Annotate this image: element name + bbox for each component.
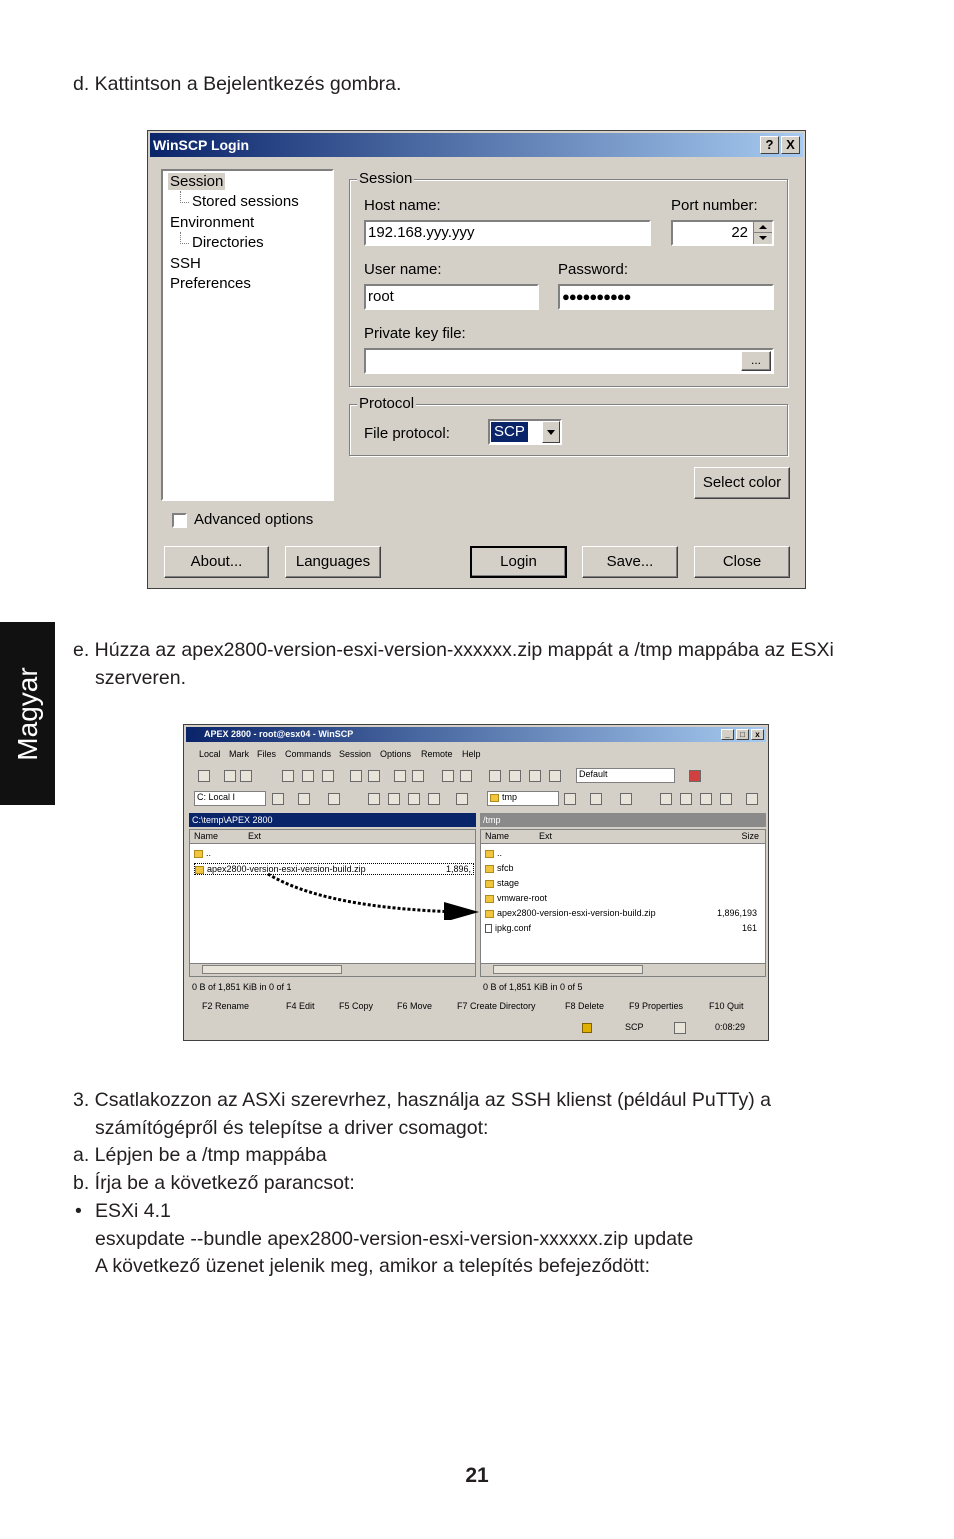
tree-item-stored-sessions[interactable]: Stored sessions bbox=[192, 193, 299, 210]
step-3-line2: számítógépről és telepítse a driver csomagot: bbox=[95, 1117, 489, 1139]
remote-parent-row[interactable]: .. bbox=[485, 848, 502, 858]
remote-folder-icon[interactable] bbox=[564, 793, 576, 805]
protocol-status: SCP bbox=[625, 1022, 644, 1032]
language-side-tab bbox=[0, 622, 55, 805]
select-icon[interactable] bbox=[442, 770, 454, 782]
tree-item-ssh[interactable]: SSH bbox=[170, 255, 201, 272]
menu-session[interactable]: Session bbox=[339, 749, 372, 759]
reload-icon[interactable] bbox=[549, 770, 561, 782]
local-hscrollbar[interactable] bbox=[190, 963, 475, 976]
port-label: Port number: bbox=[671, 197, 758, 214]
f8-delete-button[interactable]: F8 Delete bbox=[565, 1001, 605, 1011]
window-close-icon[interactable]: x bbox=[751, 729, 764, 740]
file-icon bbox=[485, 924, 492, 933]
terminal-icon[interactable] bbox=[350, 770, 362, 782]
forward-icon[interactable] bbox=[328, 793, 340, 805]
f10-quit-button[interactable]: F10 Quit bbox=[709, 1001, 744, 1011]
about-button[interactable]: About... bbox=[164, 546, 269, 578]
compare-icon[interactable] bbox=[302, 770, 314, 782]
file-protocol-value: SCP bbox=[491, 422, 528, 442]
parent-dir-icon[interactable] bbox=[368, 793, 380, 805]
languages-button[interactable]: Languages bbox=[285, 546, 381, 578]
close-icon[interactable]: X bbox=[781, 136, 800, 154]
main-title: APEX 2800 - root@esx04 - WinSCP bbox=[204, 729, 354, 739]
remote-column-header bbox=[481, 830, 765, 844]
remote-row-vmware-root[interactable]: vmware-root bbox=[485, 893, 547, 903]
select-color-button[interactable]: Select color bbox=[694, 467, 790, 499]
tree-item-preferences[interactable]: Preferences bbox=[170, 275, 251, 292]
remote-status: 0 B of 1,851 KiB in 0 of 5 bbox=[483, 982, 583, 992]
connection-icon bbox=[674, 1022, 686, 1034]
advanced-options-checkbox[interactable] bbox=[172, 513, 187, 528]
sync-icon[interactable] bbox=[282, 770, 294, 782]
settings-tree bbox=[161, 169, 334, 501]
zip-icon bbox=[195, 866, 204, 874]
winscp-main-window bbox=[183, 724, 769, 1041]
home-icon[interactable] bbox=[408, 793, 420, 805]
local-col-name[interactable]: Name bbox=[194, 831, 219, 841]
remote-dir-select[interactable] bbox=[487, 791, 559, 806]
completion-message: A következő üzenet jelenik meg, amikor a telepítés befejeződött: bbox=[95, 1255, 650, 1277]
file-protocol-label: File protocol: bbox=[364, 425, 450, 442]
local-parent-row[interactable]: .. bbox=[194, 848, 211, 858]
filter-icon[interactable] bbox=[489, 770, 501, 782]
stop-icon[interactable] bbox=[529, 770, 541, 782]
local-drive-value: C: Local I bbox=[197, 792, 236, 802]
remote-tree-icon[interactable] bbox=[746, 793, 758, 805]
remote-back-icon[interactable] bbox=[590, 793, 602, 805]
transfer-profile-value: Default bbox=[579, 769, 608, 779]
tree-item-directories[interactable]: Directories bbox=[192, 234, 264, 251]
remote-refresh-icon[interactable] bbox=[720, 793, 732, 805]
back-icon[interactable] bbox=[298, 793, 310, 805]
language-side-tab-label: Magyar bbox=[11, 666, 43, 761]
refresh-icon[interactable] bbox=[322, 770, 334, 782]
host-input[interactable] bbox=[364, 220, 651, 246]
user-value: root bbox=[368, 288, 394, 305]
refresh-local-icon[interactable] bbox=[428, 793, 440, 805]
sort-icon[interactable] bbox=[509, 770, 521, 782]
protocol-group-label: Protocol bbox=[359, 395, 415, 412]
password-input[interactable] bbox=[558, 284, 774, 310]
private-key-input[interactable] bbox=[364, 348, 774, 374]
local-col-ext[interactable]: Ext bbox=[248, 831, 262, 841]
port-spinner-icon[interactable] bbox=[753, 222, 772, 244]
tree-item-environment[interactable]: Environment bbox=[170, 214, 255, 231]
f2-rename-button[interactable]: F2 Rename bbox=[202, 1001, 250, 1011]
host-label: Host name: bbox=[364, 197, 441, 214]
maximize-icon[interactable]: □ bbox=[736, 729, 749, 740]
session-group bbox=[349, 170, 788, 387]
password-value: ●●●●●●●●●● bbox=[562, 289, 631, 304]
remote-row-zip[interactable]: apex2800-version-esxi-version-build.zip 1,896,193 bbox=[485, 908, 757, 918]
menu-options[interactable]: Options bbox=[380, 749, 412, 759]
session-group-label: Session bbox=[359, 170, 413, 187]
session-time: 0:08:29 bbox=[715, 1022, 746, 1032]
save-button[interactable]: Save... bbox=[582, 546, 678, 578]
page-number: 21 bbox=[465, 1464, 489, 1487]
step-e-line1: e. Húzza az apex2800-version-esxi-version-xxxxxx.zip mappát a /tmp mappába az ESXi bbox=[73, 639, 834, 661]
f6-move-button[interactable]: F6 Move bbox=[397, 1001, 433, 1011]
step-3-line1: 3. Csatlakozzon az ASXi szerevrhez, használja az SSH klienst (például PuTTy) a bbox=[73, 1089, 771, 1111]
esxi-version: ESXi 4.1 bbox=[95, 1200, 171, 1222]
remote-home-icon[interactable] bbox=[700, 793, 712, 805]
install-command: esxupdate --bundle apex2800-version-esxi-version-xxxxxx.zip update bbox=[95, 1228, 694, 1250]
host-value: 192.168.yyy.yyy bbox=[368, 224, 475, 241]
f5-copy-button[interactable]: F5 Copy bbox=[339, 1001, 374, 1011]
find-icon[interactable] bbox=[412, 770, 424, 782]
browse-button[interactable]: ... bbox=[741, 351, 771, 371]
remote-row-ipkg[interactable]: ipkg.conf 161 bbox=[485, 923, 757, 933]
menu-mark[interactable]: Mark bbox=[229, 749, 249, 759]
tree-item-session[interactable]: Session bbox=[170, 173, 224, 190]
remote-hscrollbar[interactable] bbox=[481, 963, 765, 976]
port-input[interactable] bbox=[671, 220, 774, 246]
password-label: Password: bbox=[558, 261, 629, 278]
transfer-icon[interactable] bbox=[240, 770, 252, 782]
step-b: b. Írja be a következő parancsot: bbox=[73, 1172, 355, 1194]
transfer-profile-select[interactable] bbox=[576, 768, 675, 783]
winscp-login-dialog bbox=[147, 130, 806, 589]
remote-forward-icon[interactable] bbox=[620, 793, 632, 805]
login-title-bar bbox=[150, 133, 803, 157]
step-e-line2: szerveren. bbox=[95, 667, 187, 689]
tree-icon[interactable] bbox=[456, 793, 468, 805]
user-label: User name: bbox=[364, 261, 442, 278]
session-icon[interactable] bbox=[689, 770, 701, 782]
login-button[interactable]: Login bbox=[470, 546, 567, 578]
main-title-bar bbox=[186, 727, 766, 742]
remote-path-bar: /tmp bbox=[480, 813, 766, 827]
lock-icon bbox=[582, 1023, 592, 1033]
remote-col-size[interactable]: Size bbox=[741, 831, 759, 841]
menu-help[interactable]: Help bbox=[462, 749, 481, 759]
putty-icon[interactable] bbox=[368, 770, 380, 782]
local-drive-select[interactable] bbox=[194, 791, 266, 806]
folder-icon bbox=[485, 850, 494, 858]
f7-create-directory-button[interactable]: F7 Create Directory bbox=[457, 1001, 536, 1011]
local-folder-icon[interactable] bbox=[272, 793, 284, 805]
port-value: 22 bbox=[731, 224, 748, 241]
remote-col-name[interactable]: Name bbox=[485, 831, 510, 841]
private-key-label: Private key file: bbox=[364, 325, 466, 342]
local-path-bar: C:\temp\APEX 2800 bbox=[189, 813, 476, 827]
user-input[interactable] bbox=[364, 284, 539, 310]
step-d: d. Kattintson a Bejelentkezés gombra. bbox=[73, 73, 402, 95]
unselect-icon[interactable] bbox=[460, 770, 472, 782]
advanced-options-label: Advanced options bbox=[194, 511, 314, 528]
remote-row-stage[interactable]: stage bbox=[485, 878, 519, 888]
protocol-group bbox=[349, 395, 788, 456]
minimize-icon[interactable]: _ bbox=[721, 729, 734, 740]
menu-remote[interactable]: Remote bbox=[421, 749, 453, 759]
root-dir-icon[interactable] bbox=[388, 793, 400, 805]
menu-local[interactable]: Local bbox=[199, 749, 221, 759]
local-status: 0 B of 1,851 KiB in 0 of 1 bbox=[192, 982, 292, 992]
f9-properties-button[interactable]: F9 Properties bbox=[629, 1001, 684, 1011]
queue-icon[interactable] bbox=[224, 770, 236, 782]
bullet: • bbox=[75, 1200, 82, 1222]
drag-arrow-icon bbox=[264, 870, 504, 920]
dropdown-arrow-icon[interactable] bbox=[542, 421, 560, 443]
local-file-row[interactable]: apex2800-version-esxi-version-build.zip 1,896, bbox=[194, 863, 474, 875]
local-column-header bbox=[190, 830, 475, 844]
step-a: a. Lépjen be a /tmp mappába bbox=[73, 1144, 327, 1166]
close-button[interactable]: Close bbox=[694, 546, 790, 578]
remote-parent-icon[interactable] bbox=[660, 793, 672, 805]
remote-row-sfcb[interactable]: sfcb bbox=[485, 863, 514, 873]
gear-icon[interactable] bbox=[198, 770, 210, 782]
remote-root-icon[interactable] bbox=[680, 793, 692, 805]
login-title: WinSCP Login bbox=[153, 137, 250, 153]
help-button[interactable]: ? bbox=[760, 136, 779, 154]
menu-commands[interactable]: Commands bbox=[285, 749, 332, 759]
menu-files[interactable]: Files bbox=[257, 749, 277, 759]
remote-file-pane bbox=[480, 829, 766, 977]
remote-col-ext[interactable]: Ext bbox=[539, 831, 553, 841]
file-protocol-select[interactable] bbox=[488, 419, 562, 445]
f4-edit-button[interactable]: F4 Edit bbox=[286, 1001, 315, 1011]
remote-dir-value: tmp bbox=[502, 792, 518, 802]
preferences-icon[interactable] bbox=[394, 770, 406, 782]
folder-icon bbox=[194, 850, 203, 858]
